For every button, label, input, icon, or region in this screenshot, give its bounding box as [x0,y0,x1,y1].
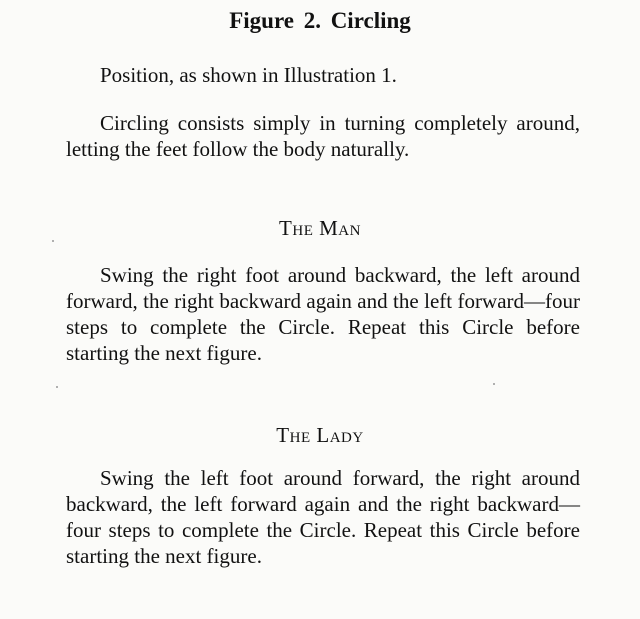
man-heading: The Man [279,216,361,240]
paper-speck [493,383,495,385]
lady-instructions: Swing the left foot around forward, the right around backward, the left forward again and the right backward—four steps to complete the Circle. Repeat this Circle before starting the next figure. [66,466,580,568]
paper-speck [52,240,54,242]
lady-heading: The Lady [276,423,364,447]
figure-title: Figure 2. Circling [229,8,411,33]
circling-description: Circling consists simply in turning completely around, letting the feet follow the body naturally. [66,111,580,161]
man-instructions: Swing the right foot around backward, the left around forward, the right backward again and the left forward—four steps to complete the Circle. Repeat this Circle before starting the next figure. [66,263,580,365]
position-line: Position, as shown in Illustration 1. [100,63,397,87]
paper-speck [56,386,58,388]
